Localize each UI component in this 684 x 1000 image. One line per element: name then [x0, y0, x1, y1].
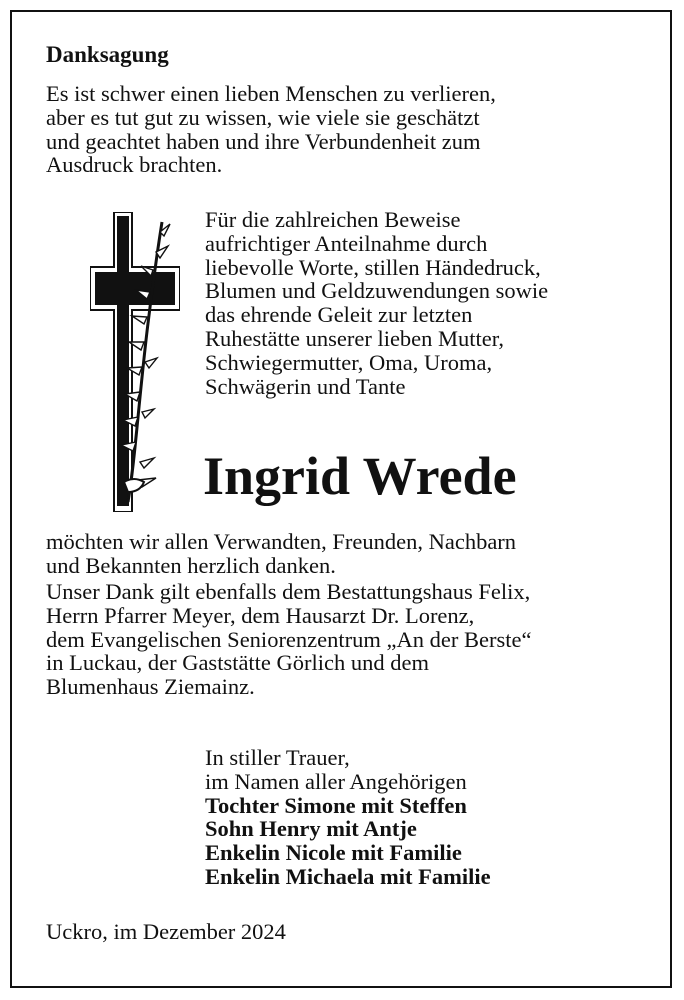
closing-line: und Bekannten herzlich danken. — [46, 552, 336, 578]
extra-thanks-line: Unser Dank gilt ebenfalls dem Bestattungshaus Felix, — [46, 579, 531, 604]
cross-with-palm-branch-icon — [90, 212, 180, 512]
thanks-line: aufrichtiger Anteilnahme durch — [205, 230, 488, 256]
closing-paragraph — [46, 530, 656, 578]
thanks-paragraph — [205, 208, 645, 398]
signature-block — [205, 746, 645, 889]
family-line: Enkelin Michaela mit Familie — [205, 863, 491, 889]
extra-thanks-line: in Luckau, der Gaststätte Görlich und dem — [46, 650, 430, 676]
extra-thanks-line: Blumenhaus Ziemainz. — [46, 674, 255, 700]
intro-line: und geachtet haben und ihre Verbundenheit zum — [46, 128, 481, 154]
thanks-line: Schwägerin und Tante — [205, 373, 406, 399]
family-line: Enkelin Nicole mit Familie — [205, 840, 462, 866]
intro-line: aber es tut gut zu wissen, wie viele sie geschätzt — [46, 104, 480, 130]
extra-thanks-paragraph — [46, 580, 656, 699]
heading: Danksagung — [46, 42, 169, 67]
mourning-line: im Namen aller Angehörigen — [205, 768, 467, 794]
intro-line: Es ist schwer einen lieben Menschen zu verlieren, — [46, 81, 496, 106]
thanks-line: das ehrende Geleit zur letzten — [205, 302, 473, 328]
intro-paragraph — [46, 82, 646, 177]
intro-line: Ausdruck brachten. — [46, 152, 223, 178]
deceased-name: Ingrid Wrede — [203, 446, 517, 506]
place-date: Uckro, im Dezember 2024 — [46, 919, 286, 944]
extra-thanks-line: dem Evangelischen Seniorenzentrum „An der Berste“ — [46, 626, 532, 652]
family-line: Tochter Simone mit Steffen — [205, 792, 467, 818]
thanks-line: liebevolle Worte, stillen Händedruck, — [205, 254, 541, 280]
mourning-line: In stiller Trauer, — [205, 745, 350, 770]
thanks-line: Schwiegermutter, Oma, Uroma, — [205, 349, 493, 375]
closing-line: möchten wir allen Verwandten, Freunden, Nachbarn — [46, 529, 517, 554]
extra-thanks-line: Herrn Pfarrer Meyer, dem Hausarzt Dr. Lorenz, — [46, 602, 475, 628]
thanks-line: Blumen und Geldzuwendungen sowie — [205, 278, 549, 304]
family-line: Sohn Henry mit Antje — [205, 816, 417, 842]
thanks-line: Ruhestätte unserer lieben Mutter, — [205, 325, 505, 351]
thanks-line: Für die zahlreichen Beweise — [205, 207, 461, 232]
